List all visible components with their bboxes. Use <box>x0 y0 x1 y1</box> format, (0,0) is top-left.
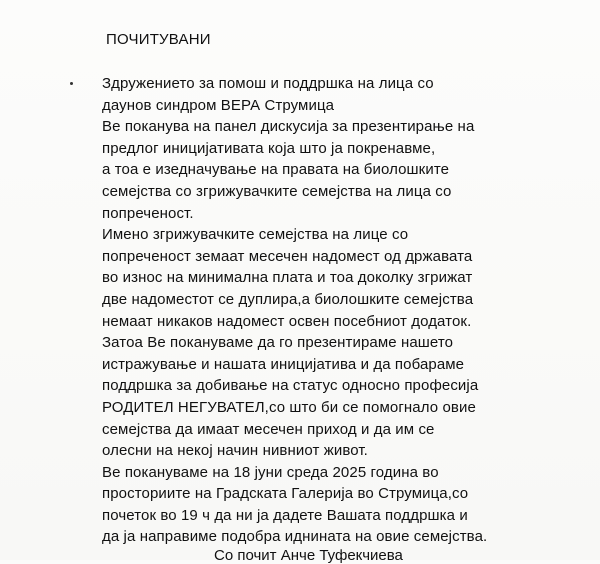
letter-line: Ве покануваме на 18 јуни среда 2025 година во <box>102 463 439 481</box>
letter-line: две надоместот се дуплира,а биолошките семејства <box>102 290 474 308</box>
letter-body <box>102 73 582 548</box>
letter-line: да ја направиме подобра иднината на овие семејства. <box>102 528 488 546</box>
letter-line: олесни на некој начин нивниот живот. <box>102 442 368 460</box>
letter-line: попреченост земаат месечен надомест од државата <box>102 247 473 265</box>
letter-line: РОДИТЕЛ НЕГУВАТЕЛ,со што би се помогнало овие <box>102 398 476 416</box>
letter-line: немаат никаков надомест освен посебниот додаток. <box>102 312 472 330</box>
letter-line: семејства со згрижувачките семејства на лица со <box>102 182 452 200</box>
letter-line: Затоа Ве поканувамe да го презентираме нашето <box>102 334 454 352</box>
letter-line: поддршка за добивање на статус односно професија <box>102 377 479 395</box>
letter-line: просториите на Градската Галерија во Струмица,со <box>102 485 469 503</box>
letter-line: даунов синдром ВЕРА Струмица <box>102 96 335 114</box>
letter-line: Ве поканува на панел дискусија за презентирање на <box>102 118 475 136</box>
letter-line: попреченост. <box>102 204 194 222</box>
letter-line: Имено згрижувачките семејства на лице со <box>102 226 409 244</box>
letter-line: семејства да имаат месечен приход и да им се <box>102 420 435 438</box>
scan-speck-mark <box>70 82 73 85</box>
letter-line: Здружението за помош и поддршка на лица со <box>102 75 434 92</box>
letter-signature: Со почит Анче Туфекчиева <box>214 547 403 564</box>
letter-line: предлог иницијативата која што ја покренавме, <box>102 139 436 157</box>
letter-line: а тоа е изедначување на правата на биолошките <box>102 161 450 179</box>
letter-line: истражување и нашата иницијатива и да побараме <box>102 355 465 373</box>
letter-line: во износ на минимална плата и тоа доколку згрижат <box>102 269 473 287</box>
letter-line: почеток во 19 ч да ни ја дадете Вашата поддршка и <box>102 506 468 524</box>
letter-salutation: ПОЧИТУВАНИ <box>106 31 211 48</box>
